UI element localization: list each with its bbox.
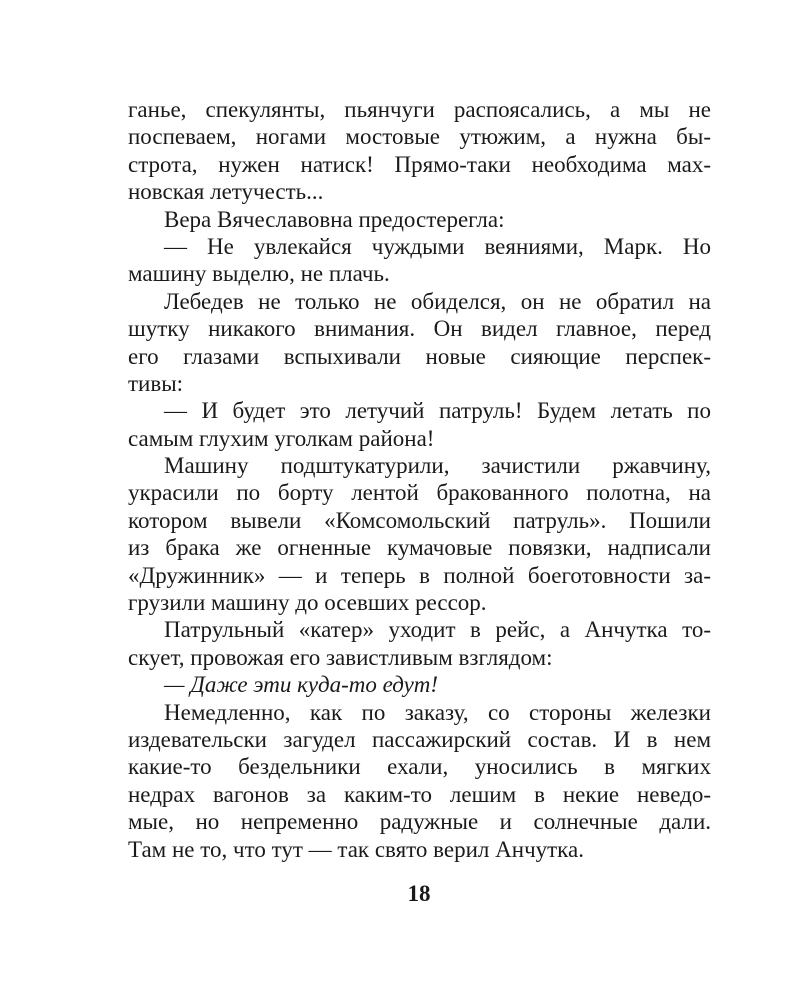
text-line: самым глухим уголкам района! bbox=[128, 425, 435, 451]
text-line: — Не увлекайся чуждыми веяниями, Марк. Но bbox=[164, 233, 711, 259]
text-line: грузили машину до осевших рессор. bbox=[128, 590, 487, 616]
text-line: — И будет это летучий патруль! Будем летать по bbox=[164, 398, 711, 424]
text-line: украсили по борту лентой бракованного полотна, на bbox=[128, 480, 711, 506]
text-line: Патрульный «катер» уходит в рейс, а Анчутка то- bbox=[164, 617, 711, 643]
text-line: Там не то, что тут — так свято верил Анчутка. bbox=[128, 836, 584, 862]
page-number: 18 bbox=[407, 881, 431, 906]
text-line: котором вывели «Комсомольский патруль». Пошили bbox=[128, 507, 711, 533]
text-line: поспеваем, ногами мостовые утюжим, а нужна бы- bbox=[128, 124, 711, 150]
text-line: его глазами вспыхивали новые сияющие перспек- bbox=[128, 343, 711, 369]
text-line: какие-то бездельники ехали, уносились в мягких bbox=[128, 754, 711, 780]
text-line: издевательски загудел пассажирский состав. И в нем bbox=[128, 726, 711, 752]
text-line: из брака же огненные кумачовые повязки, надписали bbox=[128, 535, 711, 561]
text-line: Машину подштукатурили, зачистили ржавчину, bbox=[164, 453, 711, 479]
text-line: мые, но непременно радужные и солнечные дали. bbox=[128, 809, 711, 835]
text-line: шутку никакого внимания. Он видел главное, перед bbox=[128, 316, 711, 342]
text-line: Немедленно, как по заказу, со стороны железки bbox=[164, 699, 711, 725]
text-line: «Дружинник» — и теперь в полной боеготовности за- bbox=[128, 562, 711, 588]
text-line: новская летучесть... bbox=[128, 179, 324, 205]
text-line: скует, провожая его завистливым взглядом: bbox=[128, 644, 553, 670]
text-line: машину выделю, не плачь. bbox=[128, 261, 390, 287]
text-line: ганье, спекулянты, пьянчуги распоясались, а мы не bbox=[128, 97, 711, 122]
text-line: — Даже эти куда-то едут! bbox=[164, 672, 439, 698]
text-line: Вера Вячеславовна предостерегла: bbox=[164, 206, 505, 232]
text-line: тивы: bbox=[128, 370, 184, 396]
page-body bbox=[128, 96, 711, 863]
text-line: Лебедев не только не обиделся, он не обратил на bbox=[164, 288, 711, 314]
text-line: строта, нужен натиск! Прямо-таки необходима мах- bbox=[128, 151, 711, 177]
text-line: недрах вагонов за каким-то лешим в некие неведо- bbox=[128, 781, 711, 807]
